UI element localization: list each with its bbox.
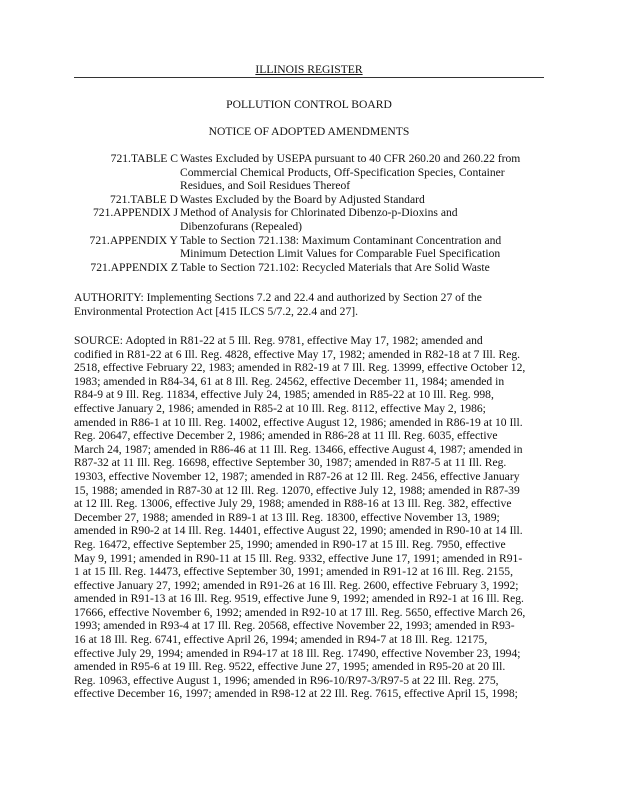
section-label: 721.APPENDIX Z — [90, 260, 178, 274]
source-line: 19303, effective November 12, 1987; amended in R87-26 at 12 Ill. Reg. 2456, effective January — [74, 469, 520, 483]
register-title: ILLINOIS REGISTER — [255, 63, 363, 76]
section-label: 721.APPENDIX Y — [89, 233, 178, 247]
source-line: Reg. 20647, effective December 2, 1986; amended in R86-28 at 11 Ill. Reg. 6035, effective — [74, 429, 498, 443]
section-description-line: Wastes Excluded by USEPA pursuant to 40 CFR 260.20 and 260.22 from — [180, 152, 521, 165]
section-description — [180, 152, 540, 193]
source-line: May 9, 1991; amended in R90-11 at 15 Ill. Reg. 9332, effective June 17, 1991; amended in R91- — [74, 551, 523, 565]
section-description-line: Dibenzofurans (Repealed) — [180, 219, 303, 233]
source-line: at 12 Ill. Reg. 13006, effective July 29, 1988; amended in R88-16 at 13 Ill. Reg. 382, effective — [74, 497, 512, 511]
section-description — [180, 193, 540, 207]
source-line: 17666, effective November 6, 1992; amended in R92-10 at 17 Ill. Reg. 5650, effective March 26, — [74, 605, 526, 619]
board-name: POLLUTION CONTROL BOARD — [226, 98, 392, 111]
section-description-line: Table to Section 721.138: Maximum Contaminant Concentration and — [180, 233, 502, 247]
source-line: 15, 1988; amended in R87-30 at 12 Ill. Reg. 12070, effective July 12, 1988; amended in R87-39 — [74, 483, 520, 497]
source-line: effective July 29, 1994; amended in R94-17 at 18 Ill. Reg. 17490, effective November 23, 1994; — [74, 646, 521, 660]
header-rule — [74, 77, 544, 78]
source-line: December 27, 1988; amended in R89-1 at 13 Ill. Reg. 18300, effective November 13, 1989; — [74, 510, 500, 524]
source-line: 16 at 18 Ill. Reg. 6741, effective April 26, 1994; amended in R94-7 at 18 Ill. Reg. 12175, — [74, 633, 488, 647]
source-line: effective January 2, 1986; amended in R85-2 at 10 Ill. Reg. 8112, effective May 2, 1986; — [74, 401, 486, 415]
source-line: SOURCE: Adopted in R81-22 at 5 Ill. Reg. 9781, effective May 17, 1982; amended and — [74, 334, 483, 347]
section-description-line: Residues, and Soil Residues Thereof — [180, 179, 351, 193]
section-entry — [0, 261, 618, 275]
source-line: amended in R91-13 at 16 Ill. Reg. 9519, effective June 9, 1992; amended in R92-1 at 16 Ill. Reg. — [74, 592, 524, 606]
section-description — [180, 261, 540, 275]
authority-paragraph — [74, 291, 548, 318]
section-entry — [0, 234, 618, 261]
section-label: 721.APPENDIX J — [92, 206, 178, 220]
source-line: effective January 27, 1992; amended in R91-26 at 16 Ill. Reg. 2600, effective February 3, 1992; — [74, 578, 519, 592]
section-description — [180, 206, 540, 233]
section-description-line: Table to Section 721.102: Recycled Materials that Are Solid Waste — [180, 260, 490, 274]
source-line: Reg. 16472, effective September 25, 1990; amended in R90-17 at 15 Ill. Reg. 7950, effective — [74, 537, 506, 551]
authority-line: Environmental Protection Act [415 ILCS 5/7.2, 22.4 and 27]. — [74, 304, 359, 318]
source-line: codified in R81-22 at 6 Ill. Reg. 4828, effective May 17, 1982; amended in R82-18 at 7 Ill. Reg. — [74, 347, 521, 361]
source-line: R84-9 at 9 Ill. Reg. 11834, effective July 24, 1985; amended in R85-22 at 10 Ill. Reg. 998, — [74, 388, 494, 402]
source-line: 1983; amended in R84-34, 61 at 8 Ill. Reg. 24562, effective December 11, 1984; amended in — [74, 374, 505, 388]
source-line: Reg. 10963, effective August 1, 1996; amended in R96-10/R97-3/R97-5 at 22 Ill. Reg. 275, — [74, 673, 499, 687]
section-description — [180, 234, 540, 261]
source-line: amended in R95-6 at 19 Ill. Reg. 9522, effective June 27, 1995; amended in R95-20 at 20 Ill. — [74, 660, 506, 674]
section-entry — [0, 152, 618, 193]
source-line: amended in R90-2 at 14 Ill. Reg. 14401, effective August 22, 1990; amended in R90-10 at 14 Ill. — [74, 524, 523, 538]
source-line: 2518, effective February 22, 1983; amended in R82-19 at 7 Ill. Reg. 13999, effective October 12, — [74, 361, 526, 375]
source-paragraph — [74, 334, 548, 701]
source-line: R87-32 at 11 Ill. Reg. 16698, effective September 30, 1987; amended in R87-5 at 11 Ill. Reg. — [74, 456, 507, 470]
section-label: 721.TABLE C — [110, 152, 178, 165]
section-description-line: Method of Analysis for Chlorinated Dibenzo-p-Dioxins and — [180, 206, 458, 220]
source-line: 1 at 15 Ill. Reg. 14473, effective September 30, 1991; amended in R91-12 at 16 Ill. Reg. 2155, — [74, 565, 513, 579]
section-list — [0, 152, 618, 274]
section-description-line: Minimum Detection Limit Values for Comparable Fuel Specification — [180, 247, 501, 261]
source-line: amended in R86-1 at 10 Ill. Reg. 14002, effective August 12, 1986; amended in R86-19 at 10 Ill. — [74, 415, 523, 429]
notice-title: NOTICE OF ADOPTED AMENDMENTS — [208, 125, 410, 138]
authority-line: AUTHORITY: Implementing Sections 7.2 and 22.4 and authorized by Section 27 of the — [74, 291, 482, 304]
section-entry — [0, 206, 618, 233]
source-line: effective December 16, 1997; amended in R98-12 at 22 Ill. Reg. 7615, effective April 15, 1998; — [74, 687, 518, 701]
source-line: March 24, 1987; amended in R86-46 at 11 Ill. Reg. 13466, effective August 4, 1987; amended in — [74, 442, 523, 456]
section-entry — [0, 193, 618, 207]
section-description-line: Commercial Chemical Products, Off-Specification Species, Container — [180, 165, 505, 179]
section-label: 721.TABLE D — [110, 192, 178, 206]
section-description-line: Wastes Excluded by the Board by Adjusted Standard — [180, 192, 425, 206]
source-line: 1993; amended in R93-4 at 17 Ill. Reg. 20568, effective November 22, 1993; amended in R93- — [74, 619, 515, 633]
